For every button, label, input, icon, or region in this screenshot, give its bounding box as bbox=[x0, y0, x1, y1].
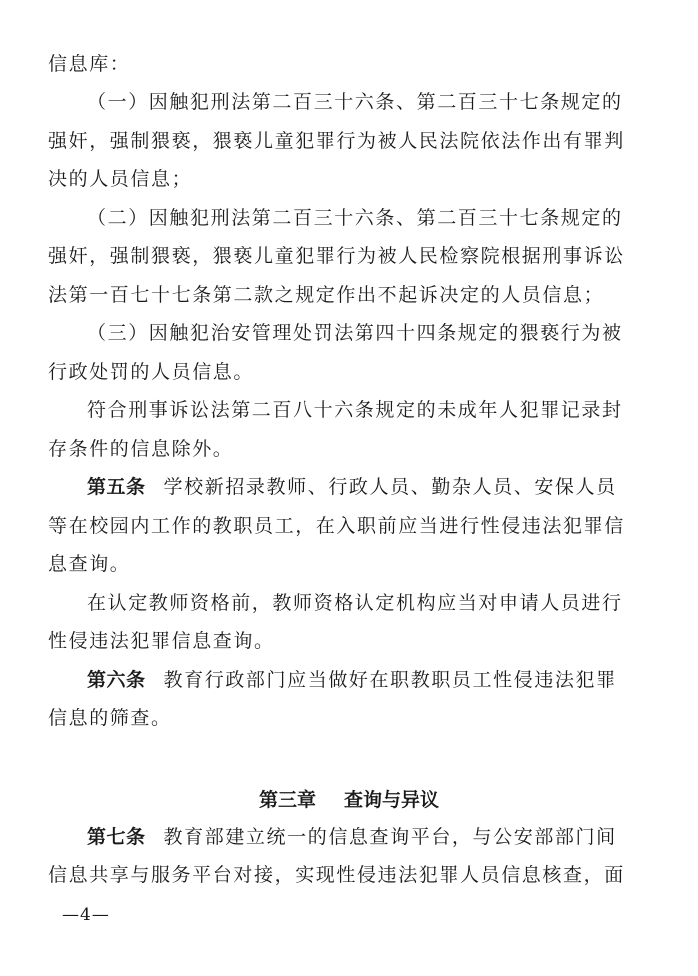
article-label: 第六条 bbox=[87, 669, 146, 691]
text-line-2: （一）因触犯刑法第二百三十六条、第二百三十七条规定的 bbox=[87, 91, 623, 113]
text-line-18: 信息的筛查。 bbox=[48, 707, 172, 729]
chapter-number: 第三章 bbox=[258, 789, 316, 811]
text-line-14: 息查询。 bbox=[48, 553, 131, 575]
text-line-5: （二）因触犯刑法第二百三十六条、第二百三十七条规定的 bbox=[87, 207, 623, 229]
article-5-line-1: 第五条 学校新招录教师、行政人员、勤杂人员、安保人员 bbox=[87, 476, 617, 498]
text-line-13: 等在校园内工作的教职员工，在入职前应当进行性侵违法犯罪信 bbox=[48, 515, 625, 537]
page-number: —4— bbox=[62, 905, 110, 925]
text-line-10: 符合刑事诉讼法第二百八十六条规定的未成年人犯罪记录封 bbox=[87, 399, 623, 421]
chapter-heading bbox=[0, 788, 698, 812]
chapter-title: 查询与异议 bbox=[344, 789, 440, 811]
text-line-11: 存条件的信息除外。 bbox=[48, 438, 234, 460]
text-line-15: 在认定教师资格前，教师资格认定机构应当对申请人员进行 bbox=[87, 592, 623, 614]
article-label: 第七条 bbox=[87, 826, 146, 848]
text-line-6: 强奸，强制猥亵，猥亵儿童犯罪行为被人民检察院根据刑事诉讼 bbox=[48, 245, 625, 267]
text-line-7: 法第一百七十七条第二款之规定作出不起诉决定的人员信息； bbox=[48, 284, 605, 306]
text-line-9: 行政处罚的人员信息。 bbox=[48, 361, 255, 383]
article-label: 第五条 bbox=[87, 476, 146, 498]
text-line-3: 强奸，强制猥亵，猥亵儿童犯罪行为被人民法院依法作出有罪判 bbox=[48, 130, 625, 152]
text-line-1: 信息库： bbox=[48, 53, 131, 75]
text-line-16: 性侵违法犯罪信息查询。 bbox=[48, 630, 275, 652]
text-line-20: 信息共享与服务平台对接，实现性侵违法犯罪人员信息核查，面 bbox=[48, 864, 625, 886]
text-line-4: 决的人员信息； bbox=[48, 168, 193, 190]
article-7-line-1: 第七条 教育部建立统一的信息查询平台，与公安部部门间 bbox=[87, 826, 617, 848]
text-line-8: （三）因触犯治安管理处罚法第四十四条规定的猥亵行为被 bbox=[87, 322, 623, 344]
article-6-line-1: 第六条 教育行政部门应当做好在职教职员工性侵违法犯罪 bbox=[87, 669, 617, 691]
